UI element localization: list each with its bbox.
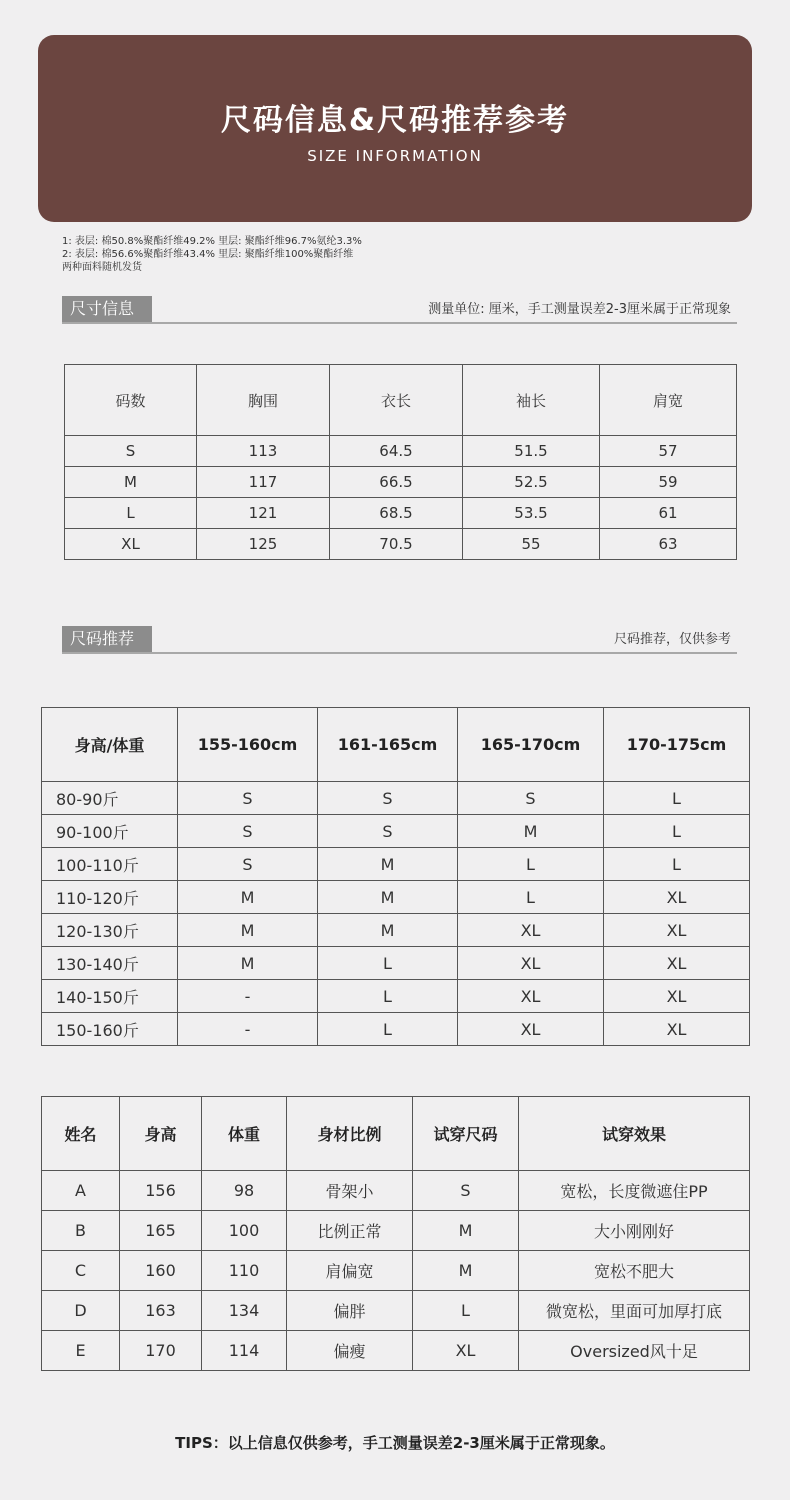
table-cell: S	[178, 848, 318, 881]
size-section-tag: 尺寸信息	[62, 296, 152, 322]
table-cell: 113	[197, 436, 330, 467]
table-cell: L	[458, 881, 604, 914]
column-header: 身材比例	[287, 1097, 413, 1171]
table-cell: XL	[458, 947, 604, 980]
table-cell: 比例正常	[287, 1211, 413, 1251]
column-header: 肩宽	[600, 365, 737, 436]
table-row	[42, 980, 750, 1013]
table-cell: -	[178, 980, 318, 1013]
table-cell: L	[318, 1013, 458, 1046]
table-cell: XL	[65, 529, 197, 560]
column-header: 170-175cm	[604, 708, 750, 782]
table-cell: M	[178, 914, 318, 947]
table-cell: M	[458, 815, 604, 848]
page-subtitle: SIZE INFORMATION	[307, 147, 483, 165]
table-cell: M	[413, 1251, 519, 1291]
table-row	[42, 848, 750, 881]
table-cell: XL	[604, 1013, 750, 1046]
table-cell: 163	[120, 1291, 202, 1331]
table-row	[42, 881, 750, 914]
table-cell: 170	[120, 1331, 202, 1371]
table-cell: 宽松不肥大	[519, 1251, 750, 1291]
column-header: 胸围	[197, 365, 330, 436]
table-cell: L	[604, 815, 750, 848]
table-cell: 55	[463, 529, 600, 560]
table-cell: 宽松，长度微遮住PP	[519, 1171, 750, 1211]
fabric-note: 两种面料随机发货	[62, 262, 142, 273]
table-row	[65, 498, 737, 529]
table-cell: 53.5	[463, 498, 600, 529]
column-header: 身高	[120, 1097, 202, 1171]
table-cell: L	[318, 947, 458, 980]
table-cell: M	[318, 881, 458, 914]
table-cell: S	[178, 815, 318, 848]
table-cell: 100	[202, 1211, 287, 1251]
table-cell: A	[42, 1171, 120, 1211]
table-row	[42, 914, 750, 947]
recommend-section-header	[62, 626, 737, 654]
table-cell: 165	[120, 1211, 202, 1251]
page-title: 尺码信息&尺码推荐参考	[220, 103, 570, 138]
table-cell: 98	[202, 1171, 287, 1211]
table-cell: 微宽松，里面可加厚打底	[519, 1291, 750, 1331]
table-cell: 68.5	[330, 498, 463, 529]
header-banner	[38, 35, 752, 222]
table-header-row	[65, 365, 737, 436]
table-header-row	[42, 708, 750, 782]
table-cell: Oversized风十足	[519, 1331, 750, 1371]
table-cell: 114	[202, 1331, 287, 1371]
table-cell: 骨架小	[287, 1171, 413, 1211]
table-cell: 140-150斤	[42, 980, 178, 1013]
table-row	[42, 1171, 750, 1211]
table-cell: L	[604, 782, 750, 815]
table-cell: M	[413, 1211, 519, 1251]
table-cell: S	[178, 782, 318, 815]
table-cell: 90-100斤	[42, 815, 178, 848]
column-header: 码数	[65, 365, 197, 436]
table-cell: L	[318, 980, 458, 1013]
recommend-section-tag: 尺码推荐	[62, 626, 152, 652]
table-row	[42, 947, 750, 980]
table-cell: XL	[604, 914, 750, 947]
fabric-note: 1: 表层: 棉50.8%聚酯纤维49.2% 里层: 聚酯纤维96.7%氨纶3.3%	[62, 236, 362, 247]
column-header: 试穿效果	[519, 1097, 750, 1171]
table-cell: L	[413, 1291, 519, 1331]
column-header: 袖长	[463, 365, 600, 436]
table-cell: S	[458, 782, 604, 815]
table-cell: XL	[604, 881, 750, 914]
table-cell: 偏瘦	[287, 1331, 413, 1371]
table-cell: S	[318, 782, 458, 815]
table-cell: XL	[604, 980, 750, 1013]
column-header: 衣长	[330, 365, 463, 436]
table-cell: 134	[202, 1291, 287, 1331]
column-header: 姓名	[42, 1097, 120, 1171]
column-header: 161-165cm	[318, 708, 458, 782]
table-cell: M	[318, 914, 458, 947]
table-cell: L	[458, 848, 604, 881]
column-header: 体重	[202, 1097, 287, 1171]
table-cell: 肩偏宽	[287, 1251, 413, 1291]
table-cell: 130-140斤	[42, 947, 178, 980]
column-header: 165-170cm	[458, 708, 604, 782]
table-cell: 156	[120, 1171, 202, 1211]
column-header: 试穿尺码	[413, 1097, 519, 1171]
fabric-note: 2: 表层: 棉56.6%聚酯纤维43.4% 里层: 聚酯纤维100%聚酯纤维	[62, 249, 354, 260]
table-cell: 70.5	[330, 529, 463, 560]
column-header: 身高/体重	[42, 708, 178, 782]
table-cell: M	[178, 947, 318, 980]
table-cell: S	[413, 1171, 519, 1211]
table-cell: 150-160斤	[42, 1013, 178, 1046]
table-cell: C	[42, 1251, 120, 1291]
table-cell: M	[65, 467, 197, 498]
recommend-section-note: 尺码推荐，仅供参考	[613, 632, 731, 647]
table-cell: 100-110斤	[42, 848, 178, 881]
table-cell: S	[65, 436, 197, 467]
size-section-header	[62, 296, 737, 324]
table-row	[42, 1251, 750, 1291]
column-header: 155-160cm	[178, 708, 318, 782]
tips-text: TIPS：以上信息仅供参考，手工测量误差2-3厘米属于正常现象。	[175, 1434, 615, 1452]
table-cell: 64.5	[330, 436, 463, 467]
fabric-notes	[62, 235, 362, 274]
table-cell: XL	[458, 914, 604, 947]
table-cell: 63	[600, 529, 737, 560]
tryon-table	[41, 1096, 750, 1371]
table-row	[42, 815, 750, 848]
table-row	[65, 467, 737, 498]
table-cell: B	[42, 1211, 120, 1251]
table-row	[42, 1291, 750, 1331]
recommend-table	[41, 707, 750, 1046]
table-cell: 160	[120, 1251, 202, 1291]
table-cell: 80-90斤	[42, 782, 178, 815]
table-cell: 偏胖	[287, 1291, 413, 1331]
table-cell: 大小刚刚好	[519, 1211, 750, 1251]
table-cell: 59	[600, 467, 737, 498]
table-cell: 110-120斤	[42, 881, 178, 914]
table-cell: L	[65, 498, 197, 529]
table-cell: 57	[600, 436, 737, 467]
table-header-row	[42, 1097, 750, 1171]
table-cell: 51.5	[463, 436, 600, 467]
table-cell: XL	[458, 980, 604, 1013]
table-row	[65, 436, 737, 467]
table-cell: 120-130斤	[42, 914, 178, 947]
table-cell: 61	[600, 498, 737, 529]
table-row	[42, 1211, 750, 1251]
table-cell: XL	[413, 1331, 519, 1371]
table-cell: M	[178, 881, 318, 914]
table-cell: 110	[202, 1251, 287, 1291]
table-cell: L	[604, 848, 750, 881]
table-cell: 117	[197, 467, 330, 498]
table-cell: 125	[197, 529, 330, 560]
table-cell: S	[318, 815, 458, 848]
table-cell: 121	[197, 498, 330, 529]
table-row	[65, 529, 737, 560]
table-cell: 52.5	[463, 467, 600, 498]
table-cell: M	[318, 848, 458, 881]
table-cell: E	[42, 1331, 120, 1371]
table-row	[42, 1331, 750, 1371]
table-cell: D	[42, 1291, 120, 1331]
table-cell: XL	[458, 1013, 604, 1046]
size-table	[64, 364, 737, 560]
table-row	[42, 782, 750, 815]
size-section-note: 测量单位: 厘米，手工测量误差2-3厘米属于正常现象	[428, 302, 731, 317]
table-cell: 66.5	[330, 467, 463, 498]
table-row	[42, 1013, 750, 1046]
table-cell: -	[178, 1013, 318, 1046]
table-cell: XL	[604, 947, 750, 980]
